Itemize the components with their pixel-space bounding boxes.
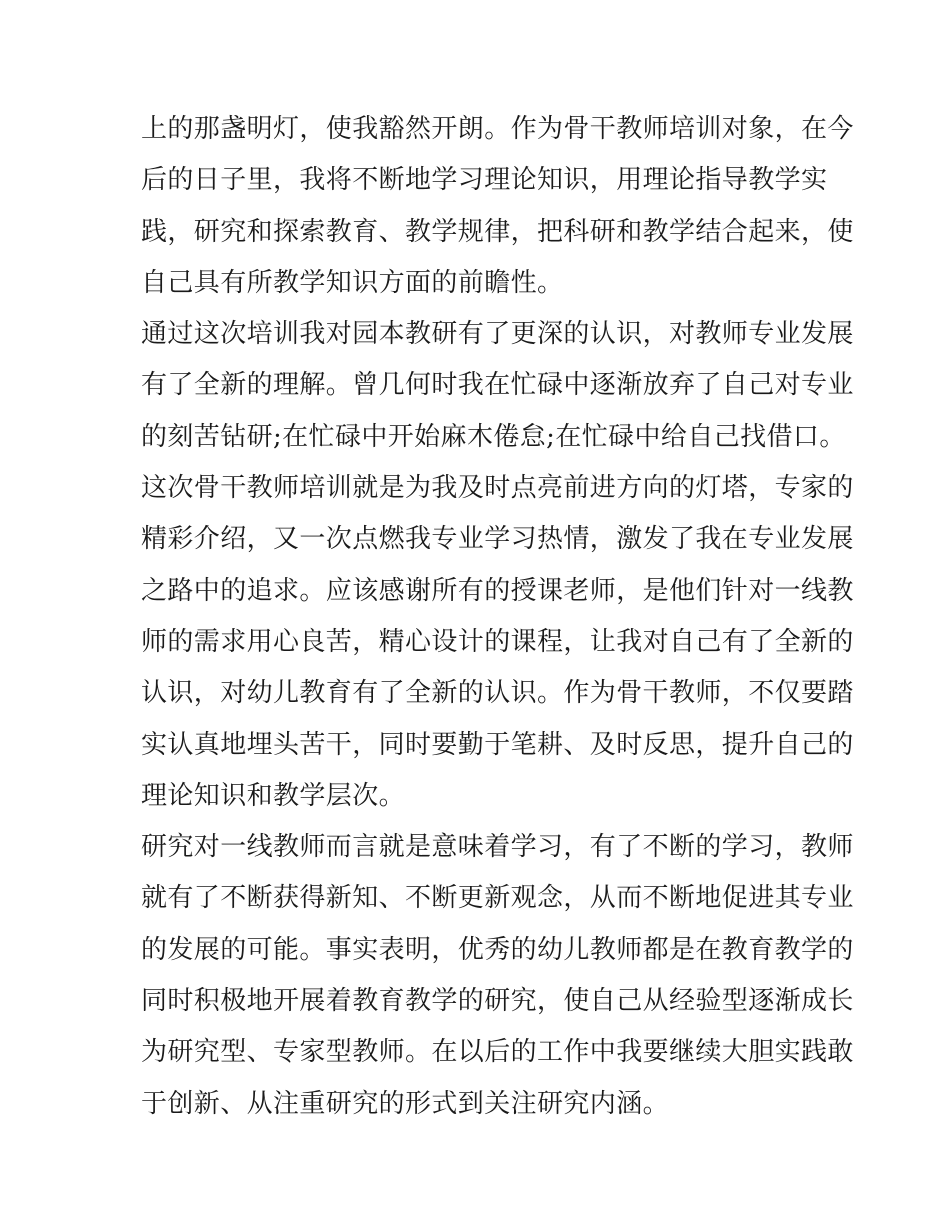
text-line: 于创新、从注重研究的形式到关注研究内涵。 (141, 1088, 670, 1119)
text-line: 理论知识和教学层次。 (141, 780, 406, 811)
text-line: 研究对一线教师而言就是意味着学习，有了不断的学习，教师 (141, 832, 854, 863)
text-line: 之路中的追求。应该感谢所有的授课老师，是他们针对一线教 (141, 575, 854, 606)
text-line: 就有了不断获得新知、不断更新观念，从而不断地促进其专业 (141, 883, 854, 914)
text-line: 实认真地埋头苦干，同时要勤于笔耕、及时反思，提升自己的 (141, 729, 854, 760)
text-line: 这次骨干教师培训就是为我及时点亮前进方向的灯塔，专家的 (141, 473, 854, 504)
text-line: 同时积极地开展着教育教学的研究，使自己从经验型逐渐成长 (141, 986, 854, 1017)
text-line: 认识，对幼儿教育有了全新的认识。作为骨干教师，不仅要踏 (141, 678, 854, 709)
text-line: 的刻苦钻研;在忙碌中开始麻木倦怠;在忙碌中给自己找借口。 (141, 421, 846, 452)
text-line: 自己具有所教学知识方面的前瞻性。 (141, 267, 564, 298)
text-line: 精彩介绍，又一次点燃我专业学习热情，激发了我在专业发展 (141, 524, 854, 555)
text-line: 师的需求用心良苦，精心设计的课程，让我对自己有了全新的 (141, 626, 854, 657)
text-line: 为研究型、专家型教师。在以后的工作中我要继续大胆实践敢 (141, 1037, 854, 1068)
document-body (141, 104, 854, 1130)
text-line: 上的那盏明灯，使我豁然开朗。作为骨干教师培训对象，在今 (141, 114, 854, 144)
text-line: 有了全新的理解。曾几何时我在忙碌中逐渐放弃了自己对专业 (141, 370, 854, 401)
text-line: 践，研究和探索教育、教学规律，把科研和教学结合起来，使 (141, 216, 854, 247)
text-line: 后的日子里，我将不断地学习理论知识，用理论指导教学实 (141, 165, 828, 196)
text-line: 通过这次培训我对园本教研有了更深的认识，对教师专业发展 (141, 319, 854, 350)
text-line: 的发展的可能。事实表明，优秀的幼儿教师都是在教育教学的 (141, 934, 854, 965)
